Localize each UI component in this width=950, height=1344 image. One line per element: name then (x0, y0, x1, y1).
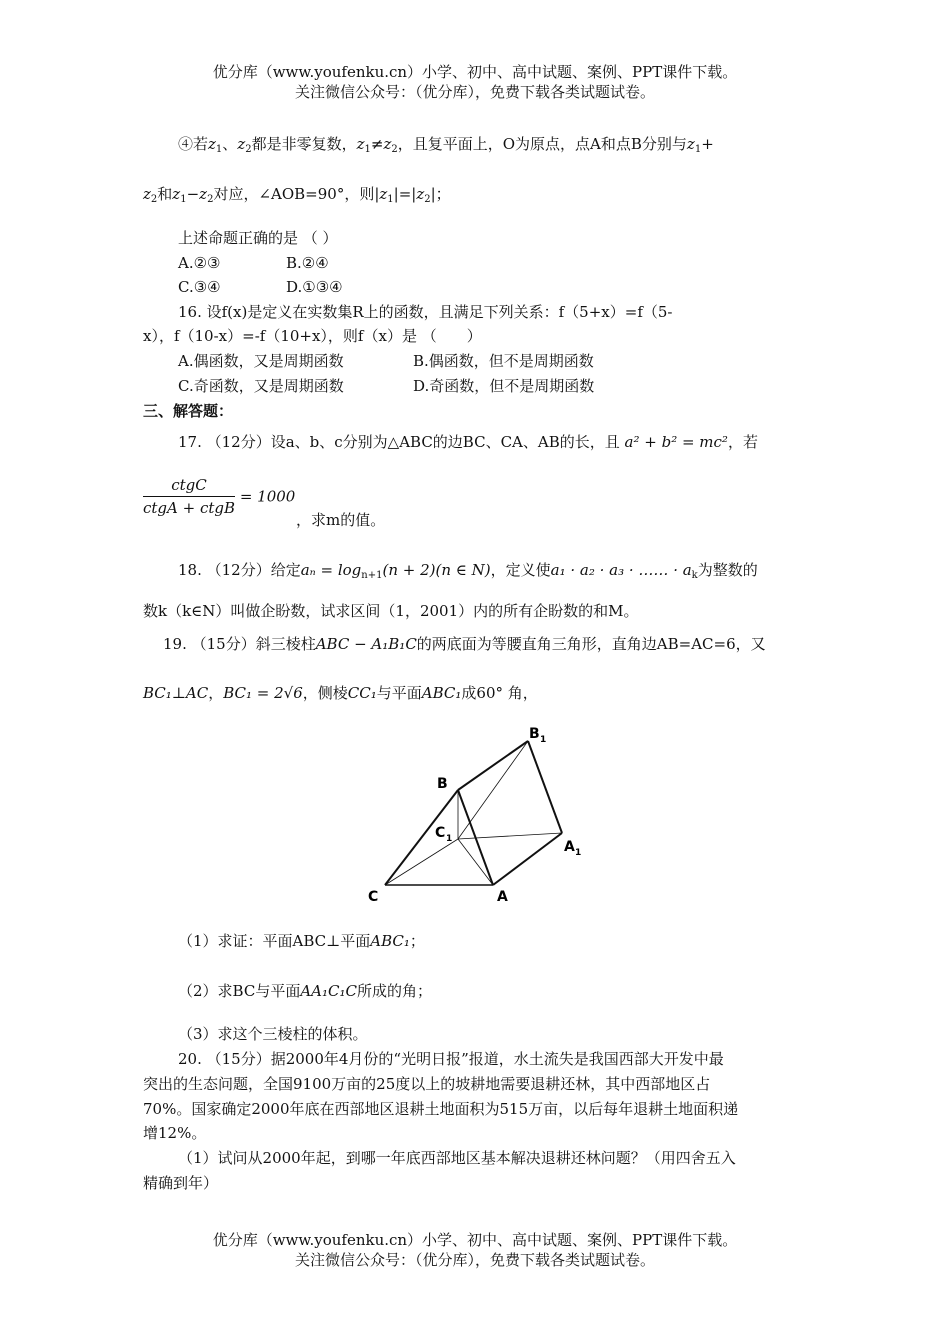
q15-option-a: A.②③ (178, 254, 221, 272)
q20-line1: 20. （15分）据2000年4月份的“光明日报”报道，水土流失是我国西部大开发中最 (178, 1050, 724, 1068)
q17-fraction: $\frac{\text{ctgC}}{\text{ctgA + ctgB}}$ (143, 476, 236, 517)
page-footer (0, 1230, 950, 1270)
q16-option-a: A.偶函数，又是周期函数 (178, 352, 344, 370)
q15-item4-line1: ④若$z_1$、$z_2$都是非零复数，$z_1\ne z_2$，且复平面上，O为原点，点A和点B分别与$z_1+$ (178, 135, 714, 155)
q17-line1: 17. （12分）设a、b、c分别为△ABC的边BC、CA、AB的长，且 a² + b² = mc²，若 (178, 433, 758, 451)
q19-sub2: （2）求BC与平面AA₁C₁C所成的角； (178, 982, 432, 1000)
label-A1-sub: 1 (575, 848, 582, 858)
q15-option-c: C.③④ (178, 278, 221, 296)
prism-figure (360, 720, 600, 910)
label-B: B (437, 776, 448, 792)
q19-line2: BC₁⊥AC，BC₁ = 2√6，侧棱CC₁与平面ABC₁成60° 角， (143, 684, 538, 702)
q17-ask: ，求m的值。 (296, 511, 386, 529)
footer-line-2: 关注微信公众号：（优分库），免费下载各类试题试卷。 (294, 1251, 655, 1269)
hidden-C1-A (458, 839, 493, 885)
q16-line1: 16. 设f(x)是定义在实数集R上的函数，且满足下列关系：f（5+x）=f（5- (178, 303, 673, 321)
q16-line2: x），f（10-x）=-f（10+x），则f（x）是 （ ） (143, 327, 482, 345)
footer-line-1: 优分库（www.youfenku.cn）小学、初中、高中试题、案例、PPT课件下载。 (212, 1231, 738, 1249)
q15-option-d: D.①③④ (286, 278, 343, 296)
q17-formula: a² + b² = mc² (624, 433, 728, 451)
label-A: A (497, 889, 508, 905)
q16-option-c: C.奇函数，又是周期函数 (178, 377, 344, 395)
header-line-1: 优分库（www.youfenku.cn）小学、初中、高中试题、案例、PPT课件下载。 (212, 63, 738, 81)
q19-sub3: （3）求这个三棱柱的体积。 (178, 1025, 368, 1043)
q20-line2: 突出的生态问题，全国9100万亩的25度以上的坡耕地需要退耕还林，其中西部地区占 (143, 1075, 711, 1093)
edge-A-A1 (493, 833, 562, 885)
q15-prompt: 上述命题正确的是 （ ） (178, 229, 338, 247)
page-header (0, 62, 950, 102)
q20-line3: 70%。国家确定2000年底在西部地区退耕土地面积为515万亩，以后每年退耕土地面积递 (143, 1100, 739, 1118)
header-line-2: 关注微信公众号：（优分库），免费下载各类试题试卷。 (294, 83, 655, 101)
hidden-C1-B1 (458, 741, 528, 839)
q20-sub1-line1: （1）试问从2000年起，到哪一年底西部地区基本解决退耕还林问题？（用四舍五入 (178, 1149, 736, 1167)
label-B1-sub: 1 (540, 735, 547, 745)
label-C1: C (435, 825, 446, 841)
q20-line4: 增12%。 (143, 1124, 207, 1142)
q16-option-d: D.奇函数，但不是周期函数 (413, 377, 595, 395)
q20-sub1-line2: 精确到年） (143, 1174, 219, 1192)
label-C: C (368, 889, 379, 905)
q18-line2: 数k（k∈N）叫做企盼数，试求区间（1，2001）内的所有企盼数的和M。 (143, 602, 639, 620)
q17-fraction-line: $\frac{\text{ctgC}}{\text{ctgA + ctgB}}$ = 1000 (143, 476, 296, 517)
q15-option-b: B.②④ (286, 254, 329, 272)
section-title: 三、解答题： (143, 402, 234, 420)
edge-B1-A1 (528, 741, 562, 833)
q16-option-b: B.偶函数，但不是周期函数 (413, 352, 594, 370)
label-B1: B (529, 726, 540, 742)
edge-B-B1 (458, 741, 528, 790)
label-C1-sub: 1 (446, 834, 453, 844)
label-A1: A (564, 839, 575, 855)
q19-sub1: （1）求证：平面ABC⊥平面ABC₁； (178, 932, 425, 950)
q15-item4-line2: $z_2$和$z_1-z_2$对应，∠AOB=90°，则$|z_1|=|z_2|$； (143, 185, 451, 205)
hidden-C-C1 (385, 839, 458, 885)
q18-line1: 18. （12分）给定$a_n = \log_{n+1}(n + 2)(n$ ∈ N)，定义使a₁ · a₂ · a₃ · …… · $a_k$为整数的 (178, 561, 758, 581)
q19-line1: 19. （15分）斜三棱柱ABC − A₁B₁C的两底面为等腰直角三角形，直角边AB=AC=6，又 (163, 635, 766, 653)
